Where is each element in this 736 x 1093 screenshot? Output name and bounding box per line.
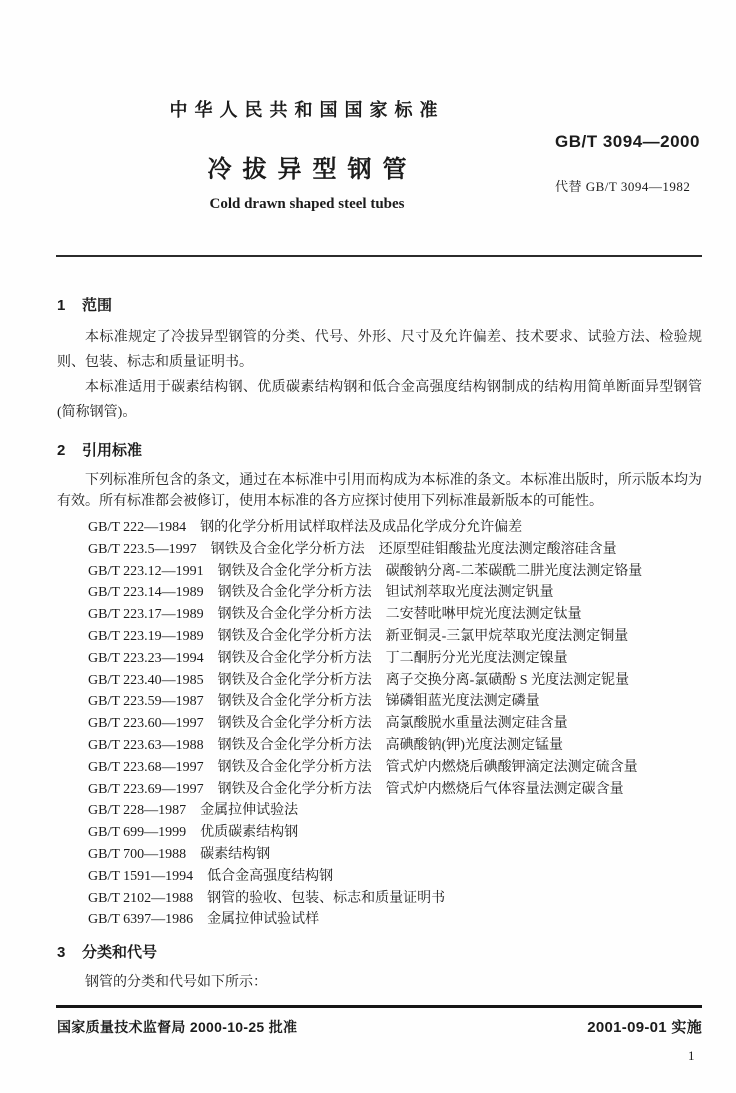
- reference-title: 钢铁及合金化学分析方法 高氯酸脱水重量法测定硅含量: [217, 716, 568, 732]
- reference-item: [88, 517, 702, 539]
- header-rule: [56, 255, 702, 257]
- document-body: [57, 297, 702, 993]
- section-2-heading: [57, 442, 702, 460]
- reference-title: 钢铁及合金化学分析方法 还原型硅钼酸盐光度法测定酸溶硅含量: [210, 541, 617, 557]
- reference-title: 钢铁及合金化学分析方法 离子交换分离-氯磺酚 S 光度法测定铌量: [217, 672, 630, 688]
- reference-code: GB/T 223.69—1997: [88, 781, 204, 797]
- reference-title: 钢铁及合金化学分析方法 管式炉内燃烧后碘酸钾滴定法测定硫含量: [217, 759, 638, 775]
- reference-item: [88, 800, 702, 822]
- reference-code: GB/T 223.14—1989: [88, 585, 204, 601]
- reference-code: GB/T 223.59—1987: [88, 694, 204, 710]
- reference-title: 钢铁及合金化学分析方法 新亚铜灵-三氯甲烷萃取光度法测定铜量: [217, 628, 629, 644]
- reference-code: GB/T 223.5—1997: [88, 541, 197, 557]
- reference-code: GB/T 223.63—1988: [88, 737, 204, 753]
- reference-code: GB/T 223.68—1997: [88, 759, 204, 775]
- reference-code: GB/T 2102—1988: [88, 890, 194, 906]
- reference-code: GB/T 223.60—1997: [88, 716, 204, 732]
- section-1-title: 范围: [82, 297, 113, 314]
- section-3-number: 3: [57, 944, 66, 962]
- section-2-intro: 下列标准所包含的条文，通过在本标准中引用而构成为本标准的条文。本标准出版时，所示版本均为有效。所有标准都会被修订，使用本标准的各方应探讨使用下列标准最新版本的可能性。: [57, 473, 702, 509]
- reference-code: GB/T 223.12—1991: [88, 563, 204, 579]
- reference-title: 金属拉伸试验法: [200, 803, 299, 819]
- reference-code: GB/T 223.40—1985: [88, 672, 204, 688]
- section-3-title: 分类和代号: [82, 944, 158, 962]
- implementation-text: 2001-09-01 实施: [587, 1019, 702, 1036]
- section-1-number: 1: [57, 297, 66, 314]
- section-2-title: 引用标准: [82, 442, 143, 459]
- reference-title: 碳素结构钢: [200, 846, 271, 862]
- reference-item: [88, 866, 702, 888]
- reference-code: GB/T 223.17—1989: [88, 607, 204, 623]
- reference-code: GB/T 1591—1994: [88, 868, 194, 884]
- reference-list: [57, 517, 702, 931]
- reference-item: [88, 626, 702, 648]
- reference-item: [88, 822, 702, 844]
- reference-item: [88, 561, 702, 583]
- reference-item: [88, 888, 702, 910]
- section-2-number: 2: [57, 442, 66, 459]
- document-title-en: Cold drawn shaped steel tubes: [209, 196, 405, 212]
- reference-title: 钢铁及合金化学分析方法 丁二酮肟分光光度法测定镍量: [217, 650, 568, 666]
- reference-item: [88, 844, 702, 866]
- standard-number: GB/T 3094—2000: [555, 132, 700, 151]
- page-number: 1: [688, 1048, 695, 1063]
- reference-item: [88, 779, 702, 801]
- reference-item: [88, 691, 702, 713]
- reference-code: GB/T 700—1988: [88, 846, 187, 862]
- reference-title: 钢铁及合金化学分析方法 管式炉内燃烧后气体容量法测定碳含量: [217, 781, 624, 797]
- reference-title: 优质碳素结构钢: [200, 825, 299, 841]
- reference-title: 钢铁及合金化学分析方法 二安替吡啉甲烷光度法测定钛量: [217, 607, 582, 623]
- replaces-note: 代替 GB/T 3094—1982: [555, 179, 691, 194]
- approval-text: 国家质量技术监督局 2000-10-25 批准: [57, 1019, 298, 1035]
- section-3-paragraph-1: 钢管的分类和代号如下所示：: [85, 975, 267, 991]
- reference-title: 金属拉伸试验试样: [207, 912, 320, 928]
- section-3-heading: [57, 944, 702, 962]
- reference-code: GB/T 6397—1986: [88, 912, 194, 928]
- footer-rule: [56, 1005, 702, 1008]
- reference-item: [88, 670, 702, 692]
- reference-code: GB/T 228—1987: [88, 803, 187, 819]
- reference-item: [88, 539, 702, 561]
- reference-title: 钢铁及合金化学分析方法 锑磷钼蓝光度法测定磷量: [217, 694, 540, 710]
- reference-item: [88, 648, 702, 670]
- document-title-cn: 冷拔异型钢管: [207, 156, 418, 183]
- reference-code: GB/T 699—1999: [88, 825, 187, 841]
- reference-item: [88, 604, 702, 626]
- reference-title: 钢管的验收、包装、标志和质量证明书: [207, 890, 446, 906]
- reference-item: [88, 582, 702, 604]
- reference-code: GB/T 223.23—1994: [88, 650, 204, 666]
- reference-code: GB/T 222—1984: [88, 520, 187, 535]
- reference-item: [88, 757, 702, 779]
- reference-title: 钢的化学分析用试样取样法及成品化学成分允许偏差: [200, 520, 523, 535]
- reference-item: [88, 713, 702, 735]
- reference-item: [88, 735, 702, 757]
- reference-title: 低合金高强度结构钢: [207, 868, 334, 884]
- section-1-paragraph-1: 本标准规定了冷拔异型钢管的分类、代号、外形、尺寸及允许偏差、技术要求、试验方法、检验规则、包装、标志和质量证明书。: [57, 330, 702, 370]
- reference-item: [88, 909, 702, 931]
- reference-title: 钢铁及合金化学分析方法 钽试剂萃取光度法测定钒量: [217, 585, 554, 601]
- reference-code: GB/T 223.19—1989: [88, 628, 204, 644]
- section-1-paragraph-2: 本标准适用于碳素结构钢、优质碳素结构钢和低合金高强度结构钢制成的结构用简单断面异型钢管(简称钢管)。: [57, 380, 702, 420]
- section-1-heading: [57, 297, 702, 315]
- reference-title: 钢铁及合金化学分析方法 碳酸钠分离-二苯碳酰二肼光度法测定铬量: [217, 563, 643, 579]
- reference-title: 钢铁及合金化学分析方法 高碘酸钠(钾)光度法测定锰量: [217, 737, 563, 753]
- national-standard-label: 中华人民共和国国家标准: [169, 100, 445, 120]
- footer: [57, 1016, 702, 1037]
